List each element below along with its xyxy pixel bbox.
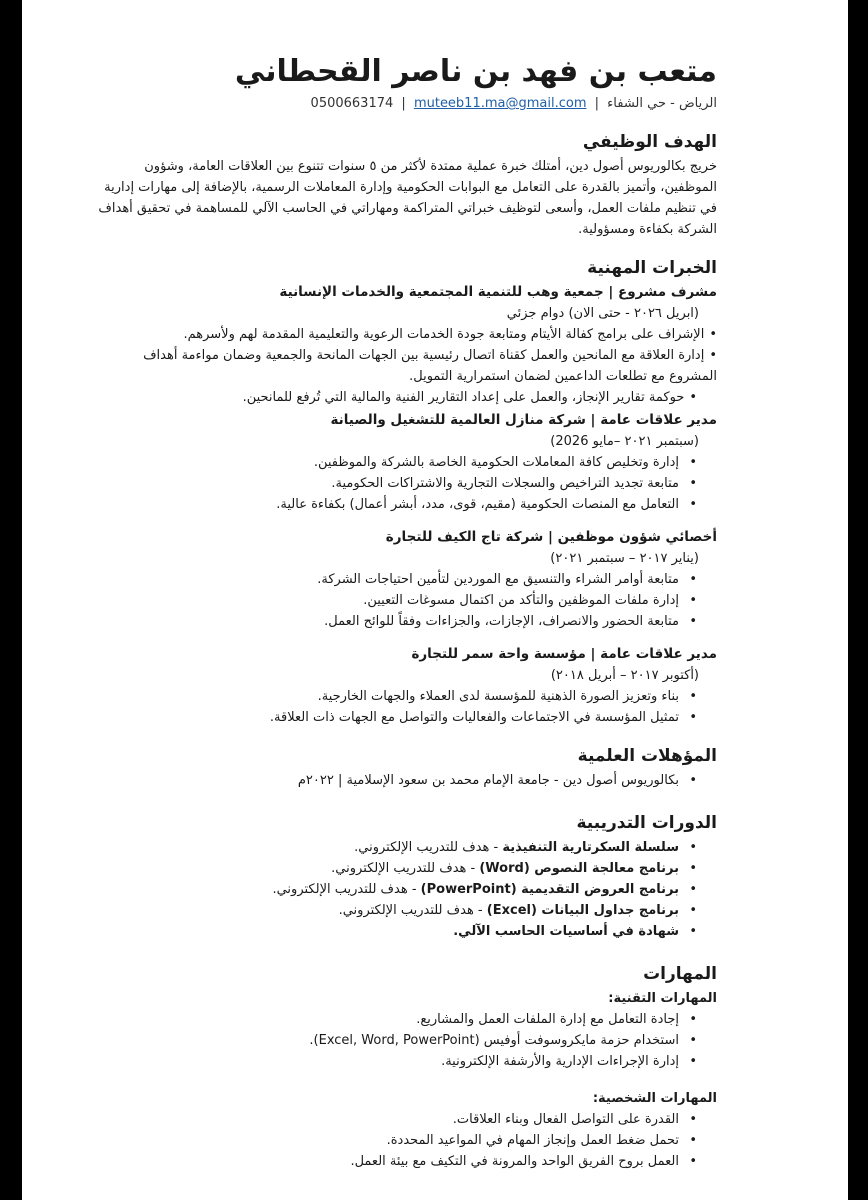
- email-link[interactable]: muteeb11.ma@gmail.com: [413, 96, 587, 111]
- technical-skills-heading: المهارات التقنية:: [608, 991, 717, 1006]
- course-provider: - هدف للتدريب الإلكتروني.: [331, 861, 480, 876]
- list-item: • القدرة على التواصل الفعال وبناء العلاقات.: [97, 1109, 679, 1130]
- list-item: [97, 879, 679, 900]
- list-item: • تحمل ضغط العمل وإنجاز المهام في المواعيد المحددة.: [97, 1130, 679, 1151]
- list-item: • بكالوريوس أصول دين - جامعة الإمام محمد بن سعود الإسلامية | ٢٠٢٢م: [97, 770, 679, 791]
- job-duties-list: [97, 686, 717, 728]
- resume-content: [97, 52, 717, 1172]
- list-item: • العمل بروح الفريق الواحد والمرونة في التكيف مع بيئة العمل.: [97, 1151, 679, 1172]
- job-period: (يناير ٢٠١٧ – سبتمبر ٢٠٢١): [550, 551, 699, 566]
- course-provider: - هدف للتدريب الإلكتروني.: [338, 903, 487, 918]
- list-item: • الإشراف على برامج كفالة الأيتام ومتابعة جودة الخدمات الرعوية والتعليمية المقدمة لهم ولأسرهم.: [97, 324, 717, 345]
- job-duties-list: [97, 324, 717, 408]
- candidate-name: متعب بن فهد بن ناصر القحطاني: [234, 54, 717, 89]
- course-name: برنامج العروض التقديمية (PowerPoint): [420, 882, 679, 897]
- course-name: برنامج معالجة النصوص (Word): [479, 861, 679, 876]
- list-item: [97, 921, 679, 942]
- training-heading: الدورات التدريبية: [576, 813, 717, 833]
- location-text: الرياض - حي الشفاء: [607, 96, 717, 111]
- list-item: • إدارة ملفات الموظفين والتأكد من اكتمال مسوغات التعيين.: [97, 590, 679, 611]
- course-name: سلسلة السكرتارية التنفيذية: [502, 840, 679, 855]
- list-item: • تمثيل المؤسسة في الاجتماعات والفعاليات والتواصل مع الجهات ذات العلاقة.: [97, 707, 679, 728]
- separator: |: [594, 96, 600, 111]
- job-duties-list: [97, 569, 717, 632]
- job-title: مدير علاقات عامة | شركة منازل العالمية للتشغيل والصيانة: [330, 412, 717, 428]
- course-name: شهادة في أساسيات الحاسب الآلي.: [453, 924, 679, 939]
- contact-line: [97, 94, 717, 114]
- objective-heading: الهدف الوظيفي: [582, 132, 717, 152]
- course-provider: - هدف للتدريب الإلكتروني.: [354, 840, 503, 855]
- resume-page: [22, 0, 848, 1200]
- list-item: [97, 900, 679, 921]
- list-item: • إدارة وتخليص كافة المعاملات الحكومية الخاصة بالشركة والموظفين.: [97, 452, 679, 473]
- course-name: برنامج جداول البيانات (Excel): [486, 903, 679, 918]
- list-item: • إدارة العلاقة مع المانحين والعمل كقناة اتصال رئيسية بين الجهات المانحة والجمعية وضمان مواءمة أهداف المشروع مع تطلعات الداعمين لضمان استمرارية التمويل.: [97, 345, 717, 387]
- job-title: مدير علاقات عامة | مؤسسة واحة سمر للتجارة: [411, 646, 717, 662]
- job-duties-list: [97, 452, 717, 515]
- list-item: • بناء وتعزيز الصورة الذهنية للمؤسسة لدى العملاء والجهات الخارجية.: [97, 686, 679, 707]
- list-item: • حوكمة تقارير الإنجاز، والعمل على إعداد التقارير الفنية والمالية التي تُرفع للمانحين.: [97, 387, 717, 408]
- job-period: (سبتمبر ٢٠٢١ –مايو 2026): [550, 434, 699, 449]
- phone-text: 0500663174: [310, 96, 394, 111]
- job-title: مشرف مشروع | جمعية وهب للتنمية المجتمعية والخدمات الإنسانية: [279, 284, 717, 300]
- list-item: • إدارة الإجراءات الإدارية والأرشفة الإلكترونية.: [97, 1051, 679, 1072]
- training-list: [97, 837, 717, 942]
- skills-heading: المهارات: [643, 964, 717, 984]
- personal-skills-heading: المهارات الشخصية:: [592, 1091, 717, 1106]
- job-title: أخصائي شؤون موظفين | شركة تاج الكيف للتجارة: [385, 529, 717, 545]
- education-list: [97, 770, 717, 791]
- personal-skills-list: [97, 1109, 717, 1172]
- experience-heading: الخبرات المهنية: [587, 258, 717, 278]
- list-item: • استخدام حزمة مايكروسوفت أوفيس (Excel, Word, PowerPoint).: [97, 1030, 679, 1051]
- objective-text: خريج بكالوريوس أصول دين، أمتلك خبرة عملية ممتدة لأكثر من ٥ سنوات تتنوع بين العلاقات العامة، وشؤون الموظفين، وأتميز بالقدرة على التعامل مع البوابات الحكومية وإدارة المعاملات الرسمية، بالإضافة إلى مهارات إدارية في تنظيم ملفات العمل، وأسعى لتوظيف خبراتي المتراكمة ومهاراتي في الحاسب الآلي للمساهمة في تحقيق أهداف الشركة بكفاءة ومسؤولية.: [98, 159, 717, 237]
- list-item: [97, 858, 679, 879]
- list-item: • متابعة تجديد التراخيص والسجلات التجارية والاشتراكات الحكومية.: [97, 473, 679, 494]
- education-heading: المؤهلات العلمية: [577, 746, 717, 766]
- list-item: • إجادة التعامل مع إدارة الملفات العمل والمشاريع.: [97, 1009, 679, 1030]
- technical-skills-list: [97, 1009, 717, 1072]
- job-period: (أكتوبر ٢٠١٧ – أبريل ٢٠١٨): [550, 668, 699, 683]
- list-item: • متابعة الحضور والانصراف، الإجازات، والجزاءات وفقاً للوائح العمل.: [97, 611, 679, 632]
- list-item: • متابعة أوامر الشراء والتنسيق مع الموردين لتأمين احتياجات الشركة.: [97, 569, 679, 590]
- course-provider: - هدف للتدريب الإلكتروني.: [272, 882, 421, 897]
- list-item: [97, 837, 679, 858]
- job-period: (ابريل ٢٠٢٦ - حتى الان) دوام جزئي: [506, 306, 699, 321]
- list-item: • التعامل مع المنصات الحكومية (مقيم، قوى، مدد، أبشر أعمال) بكفاءة عالية.: [97, 494, 679, 515]
- separator: |: [401, 96, 406, 111]
